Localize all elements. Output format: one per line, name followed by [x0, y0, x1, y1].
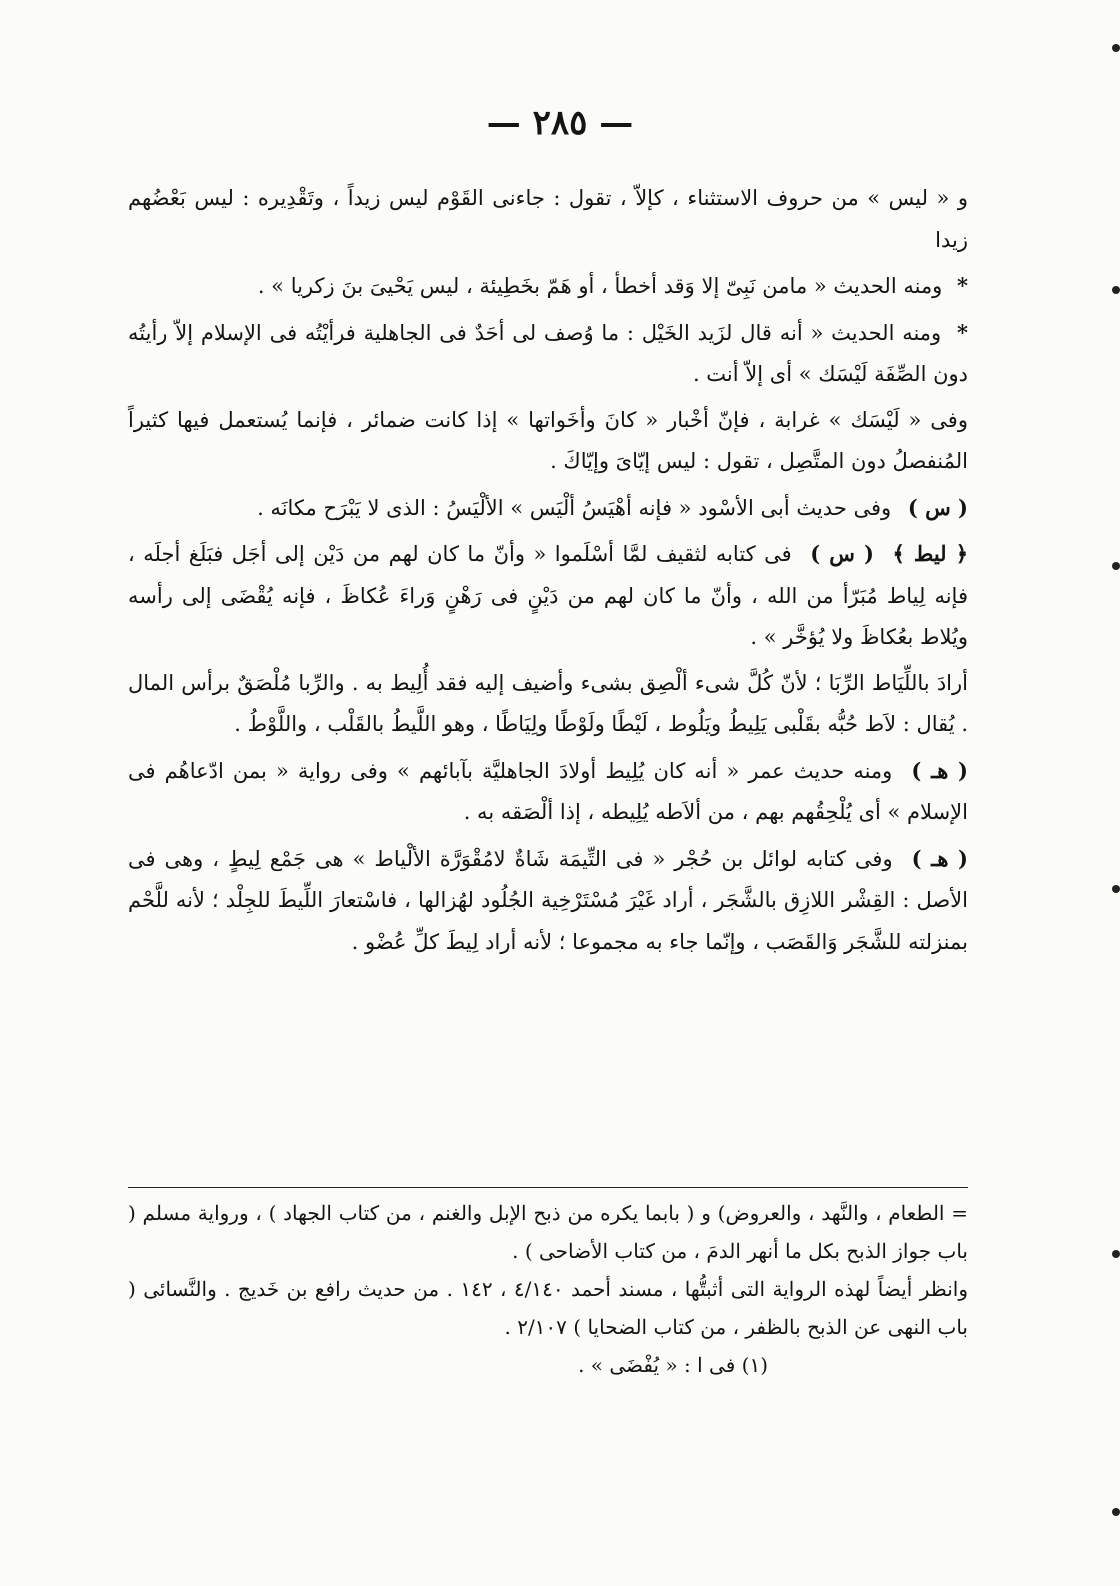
scan-edge-mark [1112, 562, 1120, 570]
main-text [128, 178, 968, 963]
source-marker-ha: ( هـ ) [911, 845, 968, 871]
footnote-1: (١) فى ا : « يُفْضَى » . [578, 1353, 768, 1377]
star-marker: * [957, 273, 968, 298]
paragraph-6 [128, 533, 968, 659]
paragraph-7-text: أرادَ باللِّيَاط الرِّبَا ؛ لأنّ كُلَّ شىء ألْصِق بشىء وأضيف إليه فقد أُلِيط به . والرِّبا مُلْصَقٌ برأس المال . يُقال : لاَط حُبُّه بقَلْبى يَلِيطُ ويَلُوط ، لَيْطًا ولَوْطًا ولِيَاطًا ، وهو اللَّيطُ بالقَلْب ، واللَّوْطُ . [128, 670, 968, 736]
footnote-continuation: = الطعام ، والنَّهد ، والعروض) و ( بابما يكره من ذبح الإبل والغنم ، من كتاب الجهاد ) ، ورواية مسلم ( باب جواز الذبح بكل ما أنهر الدمَ ، من كتاب الأضاحى ) . [128, 1201, 968, 1263]
footnotes [128, 1187, 968, 1384]
paragraph-6-text: فى كتابه لثقيف لمَّا أسْلَموا « وأنّ ما كان لهم من دَيْن إلى أجَل فبَلَغ أجلَه ، فإنه لِياط مُبَرّأ من الله ، وأنّ ما كان لهم من دَيْنٍ فى رَهْنٍ وَراءَ عُكاظَ ، فإنه يُقْضَى إلى رأسه ويُلاط بعُكاظَ ولا يُؤخَّر » . [128, 542, 968, 649]
source-marker-ha: ( هـ ) [911, 757, 968, 783]
scan-edge-mark [1112, 44, 1120, 52]
scan-edge-mark [1112, 286, 1120, 294]
paragraph-9-text: وفى كتابه لوائل بن حُجْر « فى التِّيمَة شَاةٌ لامُقْوَرَّة الألْياط » هى جَمْع لِيطٍ ، وهى فى الأصل : القِشْر اللازِق بالشَّجَر ، أراد غَيْرَ مُسْتَرْخِية الجُلُود لهُزالها ، فاسْتعارَ اللِّيطَ للجِلْد ؛ لأنه للَّحْم بمنزلته للشَّجَر وَالقَصَب ، وإنّما جاء به مجموعا ؛ لأنه أراد لِيطَ كلِّ عُضْو . [128, 846, 968, 954]
source-marker-sin: ( س ) [810, 541, 874, 566]
paragraph-3 [128, 312, 968, 396]
paragraph-5 [128, 487, 968, 530]
paragraph-4-text: وفى « لَيْسَك » غرابة ، فإنّ أخْبار « كانَ وأخَواتها » إذا كانت ضمائر ، فإنما يُستعمل فيها كثيراً المُنفصلُ دون المتَّصِل ، تقول : ليس إيّاىَ وإيّاكَ . [128, 407, 968, 473]
paragraph-2 [128, 265, 968, 308]
footnote-reference: وانظر أيضاً لهذه الرواية التى أثبتُّها ، مسند أحمد ٤/١٤٠ ، ١٤٢ . من حديث رافع بن خَديج . والنَّسائى ( باب النهى عن الذبح بالظفر ، من كتاب الضحايا ) ٢/١٠٧ . [128, 1277, 968, 1339]
paragraph-5-text: وفى حديث أبى الأسْود « فإنه أهْيَسُ ألْيَس » الألْيَسُ : الذى لا يَبْرَح مكانَه . [257, 495, 892, 520]
paragraph-7 [128, 663, 968, 746]
paragraph-2-text: ومنه الحديث « مامن نَبِىّ إلا وَقد أخطأ ، أو هَمّ بخَطِيئة ، ليس يَحْيىَ بنَ زكريا » . [257, 274, 943, 298]
scan-edge-mark [1112, 1250, 1120, 1258]
paragraph-4 [128, 400, 968, 483]
scan-edge-mark [1112, 1508, 1120, 1516]
entry-headword: ﴿ ليط ﴾ [892, 541, 968, 566]
paragraph-8 [128, 750, 968, 834]
page-number: — ٢٨٥ — [486, 103, 634, 143]
scan-edge-mark [1112, 885, 1120, 893]
paragraph-3-text: ومنه الحديث « أنه قال لزَيد الخَيْل : ما وُصف لى أحَدٌ فى الجاهلية فرأيْتُه فى الإسلام إلاّ رأيتُه دون الصِّفَة لَيْسَك » أى إلاّ أنت . [128, 320, 968, 386]
paragraph-9 [128, 838, 968, 964]
paragraph-1-text: و « ليس » من حروف الاستثناء ، كإلاّ ، تقول : جاءنى القَوْم ليس زيداً ، وتَقْدِيره : ليس بَعْضُهم زيدا [128, 186, 968, 252]
star-marker: * [957, 319, 968, 345]
paragraph-8-text: ومنه حديث عمر « أنه كان يُلِيط أولادَ الجاهليَّة بآبائهم » وفى رواية « بمن ادّعاهُم فى الإسلام » أى يُلْحِقُهم بهم ، من ألاَطه يُلِيطه ، إذا ألْصَقه به . [128, 758, 968, 824]
source-marker-sin: ( س ) [907, 494, 968, 520]
paragraph-1 [128, 178, 968, 261]
